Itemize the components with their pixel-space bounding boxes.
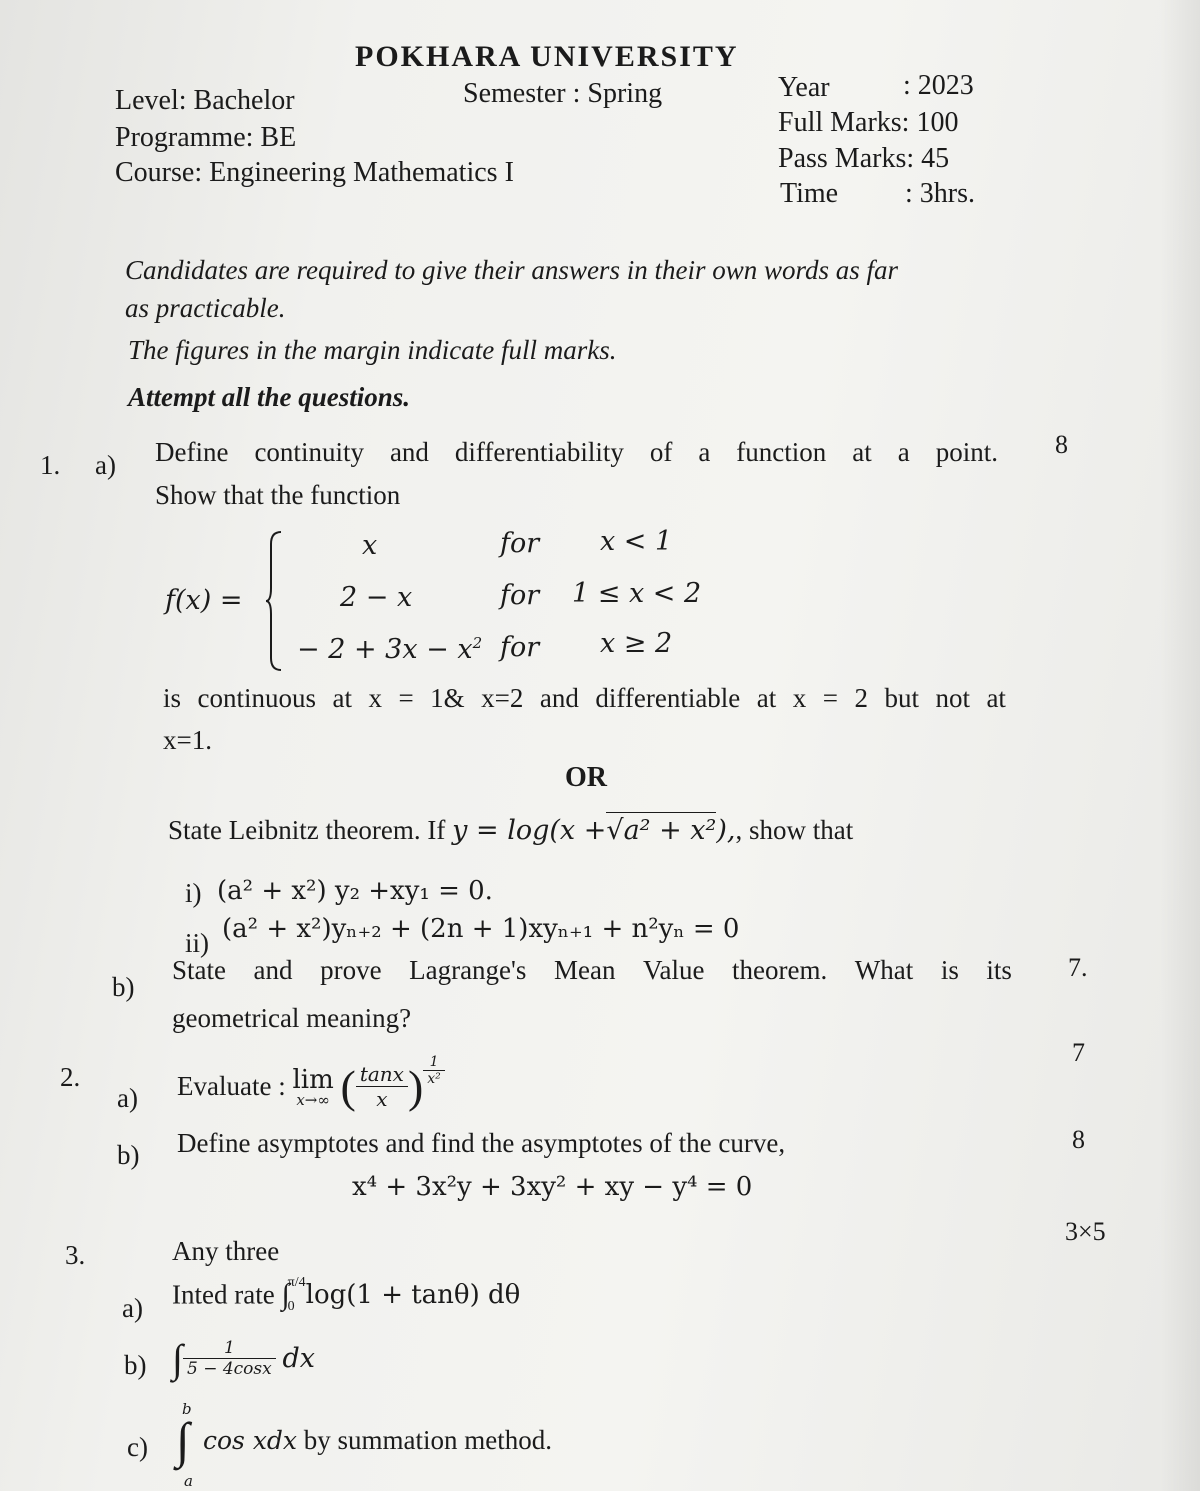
q1b-label: b) <box>112 972 135 1002</box>
word: is <box>940 955 959 985</box>
sqrt-content: a² + x² <box>623 815 717 846</box>
integral-limits <box>288 1275 306 1315</box>
curve-equation: x⁴ + 3x²y + 3xy² + xy − y⁴ = 0 <box>352 1172 753 1202</box>
lim-subscript: x→∞ <box>296 1090 330 1109</box>
q1a-continuity-line <box>163 683 1006 714</box>
q3a-prefix: Inted rate <box>172 1279 275 1310</box>
q3c-tail: by summation method. <box>303 1425 553 1455</box>
word: x <box>368 683 382 713</box>
leibnitz-text: State Leibnitz theorem. If <box>168 815 446 845</box>
word: is <box>163 683 182 713</box>
word: = <box>398 683 414 713</box>
word: Define <box>155 437 229 467</box>
leibnitz-math-pre: y = log(x + <box>452 815 607 846</box>
q3c-label: c) <box>127 1432 148 1462</box>
exp-den: x² <box>427 1071 441 1087</box>
word: at <box>986 683 1006 713</box>
leibnitz-ii-label: ii) <box>185 928 209 958</box>
instruction-line-1: Candidates are required to give their answers in their own words as far <box>125 255 898 285</box>
integral-sign: ∫ <box>172 1336 183 1381</box>
q1b-line-1 <box>172 955 1012 986</box>
q3c-expression <box>203 1425 552 1456</box>
q3c-upper-limit: b <box>182 1400 192 1418</box>
integral-sign: ∫ <box>281 1278 290 1311</box>
word: at <box>332 683 352 713</box>
word: prove <box>320 955 382 985</box>
q3a-expression <box>172 1275 520 1315</box>
word: at <box>756 683 777 713</box>
word: State <box>172 955 226 985</box>
frac-num: 1 <box>183 1338 276 1359</box>
q3b-label: b) <box>124 1350 147 1380</box>
q1a-marks: 8 <box>1055 430 1068 459</box>
word: its <box>986 955 1012 985</box>
word: a <box>698 437 711 467</box>
piece-2-for: for <box>500 580 540 611</box>
leibnitz-i-eq: (a² + x²) y₂ +xy₁ = 0. <box>217 876 493 906</box>
q3-number: 3. <box>65 1240 86 1270</box>
q3b-expression <box>172 1335 315 1382</box>
piece-2-cond: 1 ≤ x < 2 <box>572 578 702 609</box>
piece-3-for: for <box>500 632 540 663</box>
level: Level: Bachelor <box>115 85 295 116</box>
q1b-marks: 7. <box>1068 953 1088 982</box>
piece-2-expr: 2 − x <box>340 582 413 613</box>
piece-1-for: for <box>500 528 540 559</box>
word: What <box>854 955 914 985</box>
word: continuity <box>254 437 364 467</box>
q3c-integrand: cos xdx <box>203 1426 298 1455</box>
full-marks: Full Marks: 100 <box>778 107 959 138</box>
word: Mean <box>553 955 616 985</box>
leibnitz-i-label: i) <box>185 878 202 908</box>
tanx-over-x <box>356 1062 408 1111</box>
instruction-line-3: The figures in the margin indicate full marks. <box>128 335 617 365</box>
word: of <box>649 437 673 467</box>
piece-3-cond: x ≥ 2 <box>600 628 673 659</box>
frac-den: x <box>376 1087 388 1111</box>
q1b-line-2: geometrical meaning? <box>172 1003 412 1033</box>
instruction-line-4: Attempt all the questions. <box>128 382 411 412</box>
q3a-label: a) <box>122 1293 143 1323</box>
year-label: Year <box>778 72 830 103</box>
year-value: : 2023 <box>903 70 974 101</box>
word: = <box>822 683 838 713</box>
sqrt-radicand: √a² + x² <box>606 812 716 846</box>
q3-marks: 3×5 <box>1065 1217 1106 1246</box>
word: x=2 <box>481 683 524 713</box>
word: at <box>852 437 872 467</box>
q2-number: 2. <box>60 1062 81 1092</box>
q1a-continuity-line-2: x=1. <box>163 725 212 755</box>
dx: dx <box>282 1343 315 1374</box>
word: theorem. <box>732 955 828 985</box>
semester: Semester : Spring <box>463 78 663 109</box>
word: continuous <box>197 683 316 713</box>
word: 2 <box>854 683 868 713</box>
programme: Programme: BE <box>115 122 297 153</box>
limit-operator <box>292 1065 333 1109</box>
time-value: : 3hrs. <box>905 178 975 209</box>
exp-num: 1 <box>423 1054 445 1071</box>
piece-3-exponent: 2 <box>472 634 483 652</box>
q1-number: 1. <box>40 450 61 480</box>
q3b-fraction <box>183 1338 276 1379</box>
word: function <box>736 437 827 467</box>
lim-text: lim <box>292 1064 334 1095</box>
q2a-label: a) <box>117 1083 138 1113</box>
leibnitz-ii-eq: (a² + x²)yₙ₊₂ + (2n + 1)xyₙ₊₁ + n²yₙ = 0 <box>222 914 740 944</box>
word: point. <box>935 437 998 467</box>
close-paren: ) <box>407 1061 424 1112</box>
piece-3-expr-text: − 2 + 3x − x <box>297 634 473 665</box>
course: Course: Engineering Mathematics I <box>115 157 514 188</box>
q1a-line-1 <box>155 437 998 468</box>
word: Lagrange's <box>409 955 527 985</box>
page-edge-shadow <box>1160 0 1200 1491</box>
word: not <box>935 683 970 713</box>
word: differentiability <box>454 437 624 467</box>
upper-limit: π/4 <box>287 1275 306 1290</box>
piece-3-expr <box>297 634 482 665</box>
integral-sign: ∫ <box>176 1412 190 1468</box>
lower-limit: 0 <box>287 1299 295 1314</box>
q1a-line-2: Show that the function <box>155 480 401 510</box>
q3-text: Any three <box>172 1236 280 1266</box>
word: x <box>792 683 807 713</box>
instruction-line-2: as practicable. <box>125 293 286 323</box>
leibnitz-tail: , show that <box>735 815 854 845</box>
word: and <box>389 437 429 467</box>
word: 1& <box>430 683 465 713</box>
q3c-lower-limit: a <box>184 1472 193 1490</box>
exponent-fraction <box>423 1054 445 1087</box>
university-title: POKHARA UNIVERSITY <box>355 40 739 73</box>
time-label: Time <box>780 178 839 209</box>
piecewise-lhs: f(x) = <box>165 585 243 616</box>
or-separator: OR <box>565 762 607 793</box>
frac-den: 5 − 4cosx <box>186 1359 272 1379</box>
q2b-text: Define asymptotes and find the asymptotes of the curve, <box>177 1128 786 1158</box>
leibnitz-statement <box>168 815 853 846</box>
q2b-label: b) <box>117 1140 140 1170</box>
word: and <box>539 683 579 713</box>
piece-1-expr: x <box>362 530 378 561</box>
evaluate-text: Evaluate : <box>177 1071 286 1101</box>
q2a-expression <box>177 1054 445 1113</box>
left-brace <box>265 530 283 672</box>
pass-marks: Pass Marks: 45 <box>778 143 950 174</box>
q1a-label: a) <box>95 450 116 480</box>
word: a <box>897 437 910 467</box>
q2a-marks: 7 <box>1072 1038 1085 1067</box>
word: but <box>884 683 919 713</box>
leibnitz-math-post: ), <box>716 815 736 846</box>
word: differentiable <box>595 683 741 713</box>
q3a-integrand: log(1 + tanθ) dθ <box>305 1280 521 1310</box>
q2b-marks: 8 <box>1072 1125 1085 1154</box>
frac-num: tanx <box>356 1062 408 1087</box>
word: Value <box>643 955 705 985</box>
open-paren: ( <box>340 1061 356 1112</box>
piece-1-cond: x < 1 <box>600 526 673 557</box>
word: and <box>253 955 293 985</box>
